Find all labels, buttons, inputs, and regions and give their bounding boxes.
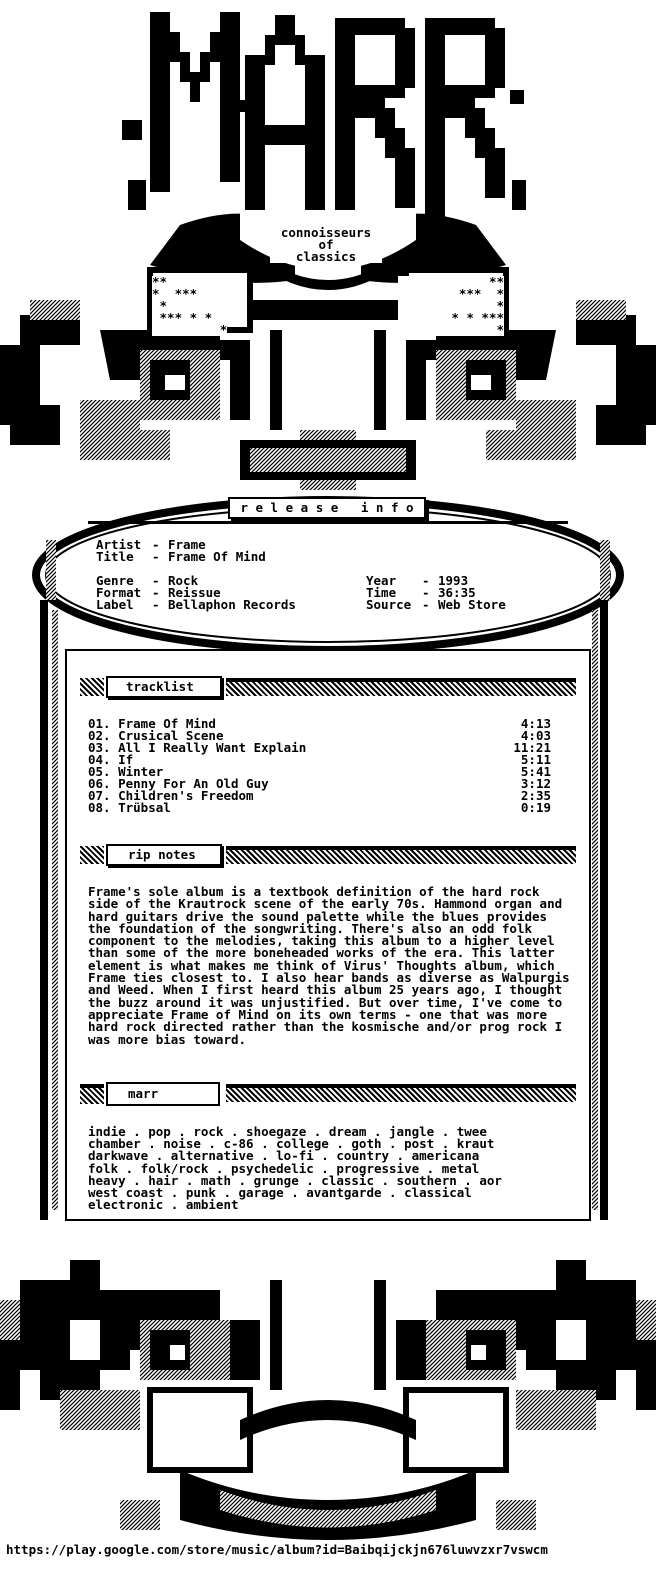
release-info-block: Artist - Frame Title - Frame Of Mind Genre - Rock Year - 1993 Format - Reissue Time - 36:35 Label - Bellaphon Records Source - Web Store [96, 537, 506, 612]
format-label: Format [96, 585, 142, 600]
marr-logo [122, 12, 526, 228]
track-row: 05. Winter 5:41 [88, 764, 551, 779]
release-info-divider [88, 521, 568, 524]
genre-value: Rock [168, 573, 199, 588]
logo-tagline [270, 227, 382, 263]
track-row: 01. Frame Of Mind 4:13 [88, 716, 551, 731]
source-label: Source [366, 597, 412, 612]
time-value: 36:35 [438, 585, 476, 600]
track-row: 07. Children's Freedom 2:35 [88, 788, 551, 803]
title-value: Frame Of Mind [168, 549, 266, 564]
artist-label: Artist [96, 537, 142, 552]
marr-heading: marr [128, 1086, 159, 1101]
source-value: Web Store [438, 597, 506, 612]
release-info-heading: r e l e a s e i n f o [240, 500, 414, 515]
title-label: Title [96, 549, 134, 564]
label-label: Label [96, 597, 134, 612]
track-row: 08. Trübsal 0:19 [88, 800, 551, 815]
tagline-line-2: of [318, 237, 334, 252]
tagline-line-3: classics [295, 249, 357, 264]
bottom-ornament [0, 1260, 656, 1540]
star-cluster-right: ** *** * * * * *** * [398, 276, 504, 336]
tracklist [88, 718, 551, 814]
release-info-heading-box [228, 497, 426, 519]
tagline-line-1: connoisseurs [280, 225, 372, 240]
rip-notes-heading-box [106, 844, 222, 866]
rip-notes-text: Frame's sole album is a textbook definition of the hard rock side of the Krautrock scene of the early 70s. Hammond organ and hard guitars drive the sound palette while the blues provides the foundation of the songwriting. There's also an odd folk component to the melodies, taking this album to a higher level than some of the more boneheaded works of the era. This latter element is what makes me think of Virus' Thoughts album, which Frame ties closest to. I also hear bands as diverse as Walpurgis and Weed. When I first heard this album 25 years ago, I thought the buzz around it was unjustified. But over time, I've come to appreciate Frame of Mind on its own terms - one that was more hard rock directed rather than the kosmische and/or prog rock I was more bias toward. [88, 884, 570, 1047]
rip-notes-header [80, 844, 576, 868]
footer-url[interactable]: https://play.google.com/store/music/album?id=Baibqijckjn676luwvzxr7vswcm [6, 1544, 646, 1556]
star-cluster-left: ** * *** * *** * * * [152, 274, 228, 337]
marr-header-left-bar [80, 1084, 104, 1104]
marr-header [80, 1082, 576, 1108]
track-row: 06. Penny For An Old Guy 3:12 [88, 776, 551, 791]
tracklist-heading-box [106, 676, 222, 698]
genre-tags: indie . pop . rock . shoegaze . dream . jangle . twee chamber . noise . c-86 . college . goth . post . kraut darkwave . alternative . lo-fi . country . americana folk . folk/rock . psychedelic . progressive . metal heavy . hair . math . grunge . classic . southern . aor west coast . punk . garage . avantgarde . classical electronic . ambient [88, 1124, 502, 1213]
time-label: Time [366, 585, 397, 600]
tracklist-header [80, 676, 576, 700]
year-value: 1993 [438, 573, 469, 588]
track-row: 03. All I Really Want Explain 11:21 [88, 740, 551, 755]
tracklist-header-right-bar [226, 678, 576, 696]
artist-value: Frame [168, 537, 206, 552]
year-label: Year [366, 573, 397, 588]
rip-notes-heading: rip notes [128, 847, 196, 862]
genre-label: Genre [96, 573, 134, 588]
tracklist-header-left-bar [80, 678, 104, 696]
tracklist-heading: tracklist [126, 679, 194, 694]
format-value: Reissue [168, 585, 221, 600]
label-value: Bellaphon Records [168, 597, 296, 612]
marr-heading-box [106, 1082, 220, 1106]
track-row: 04. If 5:11 [88, 752, 551, 767]
track-row: 02. Crusical Scene 4:03 [88, 728, 551, 743]
rip-notes-header-right-bar [226, 846, 576, 864]
marr-header-right-bar [226, 1084, 576, 1102]
rip-notes-header-left-bar [80, 846, 104, 864]
